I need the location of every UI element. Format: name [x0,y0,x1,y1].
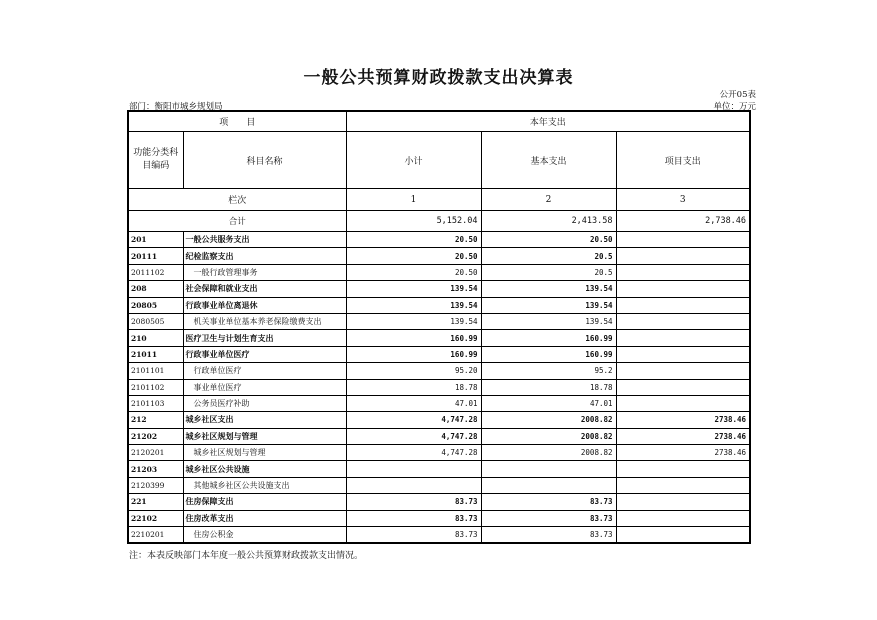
row-basic: 47.01 [481,395,616,411]
row-project [616,395,750,411]
row-basic: 20.5 [481,248,616,264]
table-row [128,412,750,428]
row-project [616,330,750,346]
row-basic: 139.54 [481,313,616,329]
row-project [616,264,750,280]
row-code: 21011 [128,346,183,362]
row-subject-name: 城乡社区规划与管理 [183,445,346,461]
row-project [616,346,750,362]
row-basic: 2008.82 [481,428,616,444]
table-row [128,281,750,297]
row-code: 208 [128,281,183,297]
row-basic: 139.54 [481,297,616,313]
table-row [128,330,750,346]
row-subtotal: 139.54 [346,313,481,329]
row-basic: 83.73 [481,527,616,544]
row-subtotal: 18.78 [346,379,481,395]
table-row [128,527,750,544]
report-title: 一般公共预算财政拨款支出决算表 [303,68,574,88]
row-subtotal: 20.50 [346,232,481,248]
row-code: 2080505 [128,313,183,329]
column-index-2: 2 [481,189,616,211]
row-code: 221 [128,494,183,510]
unit-label: 单位：万元 [713,102,756,112]
row-subject-name: 其他城乡社区公共设施支出 [183,477,346,493]
table-row [128,363,750,379]
row-code: 21203 [128,461,183,477]
table-row [128,395,750,411]
row-project [616,232,750,248]
row-subtotal: 4,747.28 [346,412,481,428]
row-subtotal: 139.54 [346,297,481,313]
row-subject-name: 公务员医疗补助 [183,395,346,411]
column-index-row [128,189,750,211]
row-code: 210 [128,330,183,346]
total-basic: 2,413.58 [481,211,616,232]
row-code: 20805 [128,297,183,313]
row-subject-name: 纪检监察支出 [183,248,346,264]
row-project [616,461,750,477]
row-project: 2738.46 [616,412,750,428]
total-label: 合计 [128,211,346,232]
row-subtotal: 20.50 [346,264,481,280]
item-header: 项 目 [128,111,346,132]
row-code: 21202 [128,428,183,444]
row-code: 2120399 [128,477,183,493]
department-label: 部门：衡阳市城乡规划局 [129,102,223,112]
row-subject-name: 一般行政管理事务 [183,264,346,280]
table-row [128,313,750,329]
row-basic: 2008.82 [481,445,616,461]
column-index-1: 1 [346,189,481,211]
row-code: 2101103 [128,395,183,411]
row-subject-name: 行政单位医疗 [183,363,346,379]
row-subject-name: 住房保障支出 [183,494,346,510]
row-subtotal: 47.01 [346,395,481,411]
total-subtotal: 5,152.04 [346,211,481,232]
row-subtotal [346,477,481,493]
table-row [128,461,750,477]
row-basic: 95.2 [481,363,616,379]
row-subject-name: 医疗卫生与计划生育支出 [183,330,346,346]
row-code: 22102 [128,510,183,526]
row-project: 2738.46 [616,445,750,461]
row-code: 2120201 [128,445,183,461]
row-project [616,281,750,297]
row-subtotal: 83.73 [346,510,481,526]
row-subject-name: 机关事业单位基本养老保险缴费支出 [183,313,346,329]
row-subject-name: 住房改革支出 [183,510,346,526]
row-subtotal: 160.99 [346,330,481,346]
total-project: 2,738.46 [616,211,750,232]
row-code: 2101102 [128,379,183,395]
row-code: 212 [128,412,183,428]
row-subject-name: 行政事业单位医疗 [183,346,346,362]
row-basic: 83.73 [481,494,616,510]
table-row [128,297,750,313]
row-subject-name: 住房公积金 [183,527,346,544]
form-code: 公开05表 [719,90,756,100]
row-subtotal: 4,747.28 [346,428,481,444]
footnote: 注：本表反映部门本年度一般公共预算财政拨款支出情况。 [129,551,364,561]
row-subject-name: 社会保障和就业支出 [183,281,346,297]
row-code: 20111 [128,248,183,264]
table-row [128,379,750,395]
row-subtotal: 160.99 [346,346,481,362]
table-row [128,248,750,264]
table-row [128,477,750,493]
header-row-2 [128,132,750,189]
row-basic: 18.78 [481,379,616,395]
row-code: 2210201 [128,527,183,544]
row-subject-name: 城乡社区规划与管理 [183,428,346,444]
row-project [616,379,750,395]
row-subtotal: 83.73 [346,527,481,544]
header-row-1 [128,111,750,132]
row-subtotal: 20.50 [346,248,481,264]
row-basic: 2008.82 [481,412,616,428]
row-basic: 160.99 [481,346,616,362]
subtotal-header: 小计 [346,132,481,189]
row-basic [481,461,616,477]
row-basic [481,477,616,493]
column-index-label: 栏次 [128,189,346,211]
row-project [616,510,750,526]
expenditure-table [127,110,751,544]
row-basic: 139.54 [481,281,616,297]
row-basic: 83.73 [481,510,616,526]
row-basic: 20.5 [481,264,616,280]
current-year-header: 本年支出 [346,111,750,132]
column-index-3: 3 [616,189,750,211]
table-row [128,494,750,510]
func-code-header: 功能分类科目编码 [128,132,183,189]
row-subject-name: 行政事业单位离退休 [183,297,346,313]
row-project [616,527,750,544]
row-subtotal: 139.54 [346,281,481,297]
row-project: 2738.46 [616,428,750,444]
row-subtotal [346,461,481,477]
row-subtotal: 83.73 [346,494,481,510]
row-subject-name: 事业单位医疗 [183,379,346,395]
row-basic: 20.50 [481,232,616,248]
table-row [128,264,750,280]
subject-name-header: 科目名称 [183,132,346,189]
row-subtotal: 4,747.28 [346,445,481,461]
table-row [128,445,750,461]
total-row [128,211,750,232]
row-code: 2011102 [128,264,183,280]
project-header: 项目支出 [616,132,750,189]
row-basic: 160.99 [481,330,616,346]
row-code: 2101101 [128,363,183,379]
row-project [616,363,750,379]
table-row [128,510,750,526]
basic-header: 基本支出 [481,132,616,189]
row-code: 201 [128,232,183,248]
row-subtotal: 95.20 [346,363,481,379]
row-project [616,297,750,313]
row-subject-name: 一般公共服务支出 [183,232,346,248]
row-project [616,494,750,510]
row-project [616,313,750,329]
row-subject-name: 城乡社区公共设施 [183,461,346,477]
table-row [128,232,750,248]
row-subject-name: 城乡社区支出 [183,412,346,428]
row-project [616,477,750,493]
table-row [128,428,750,444]
table-row [128,346,750,362]
row-project [616,248,750,264]
